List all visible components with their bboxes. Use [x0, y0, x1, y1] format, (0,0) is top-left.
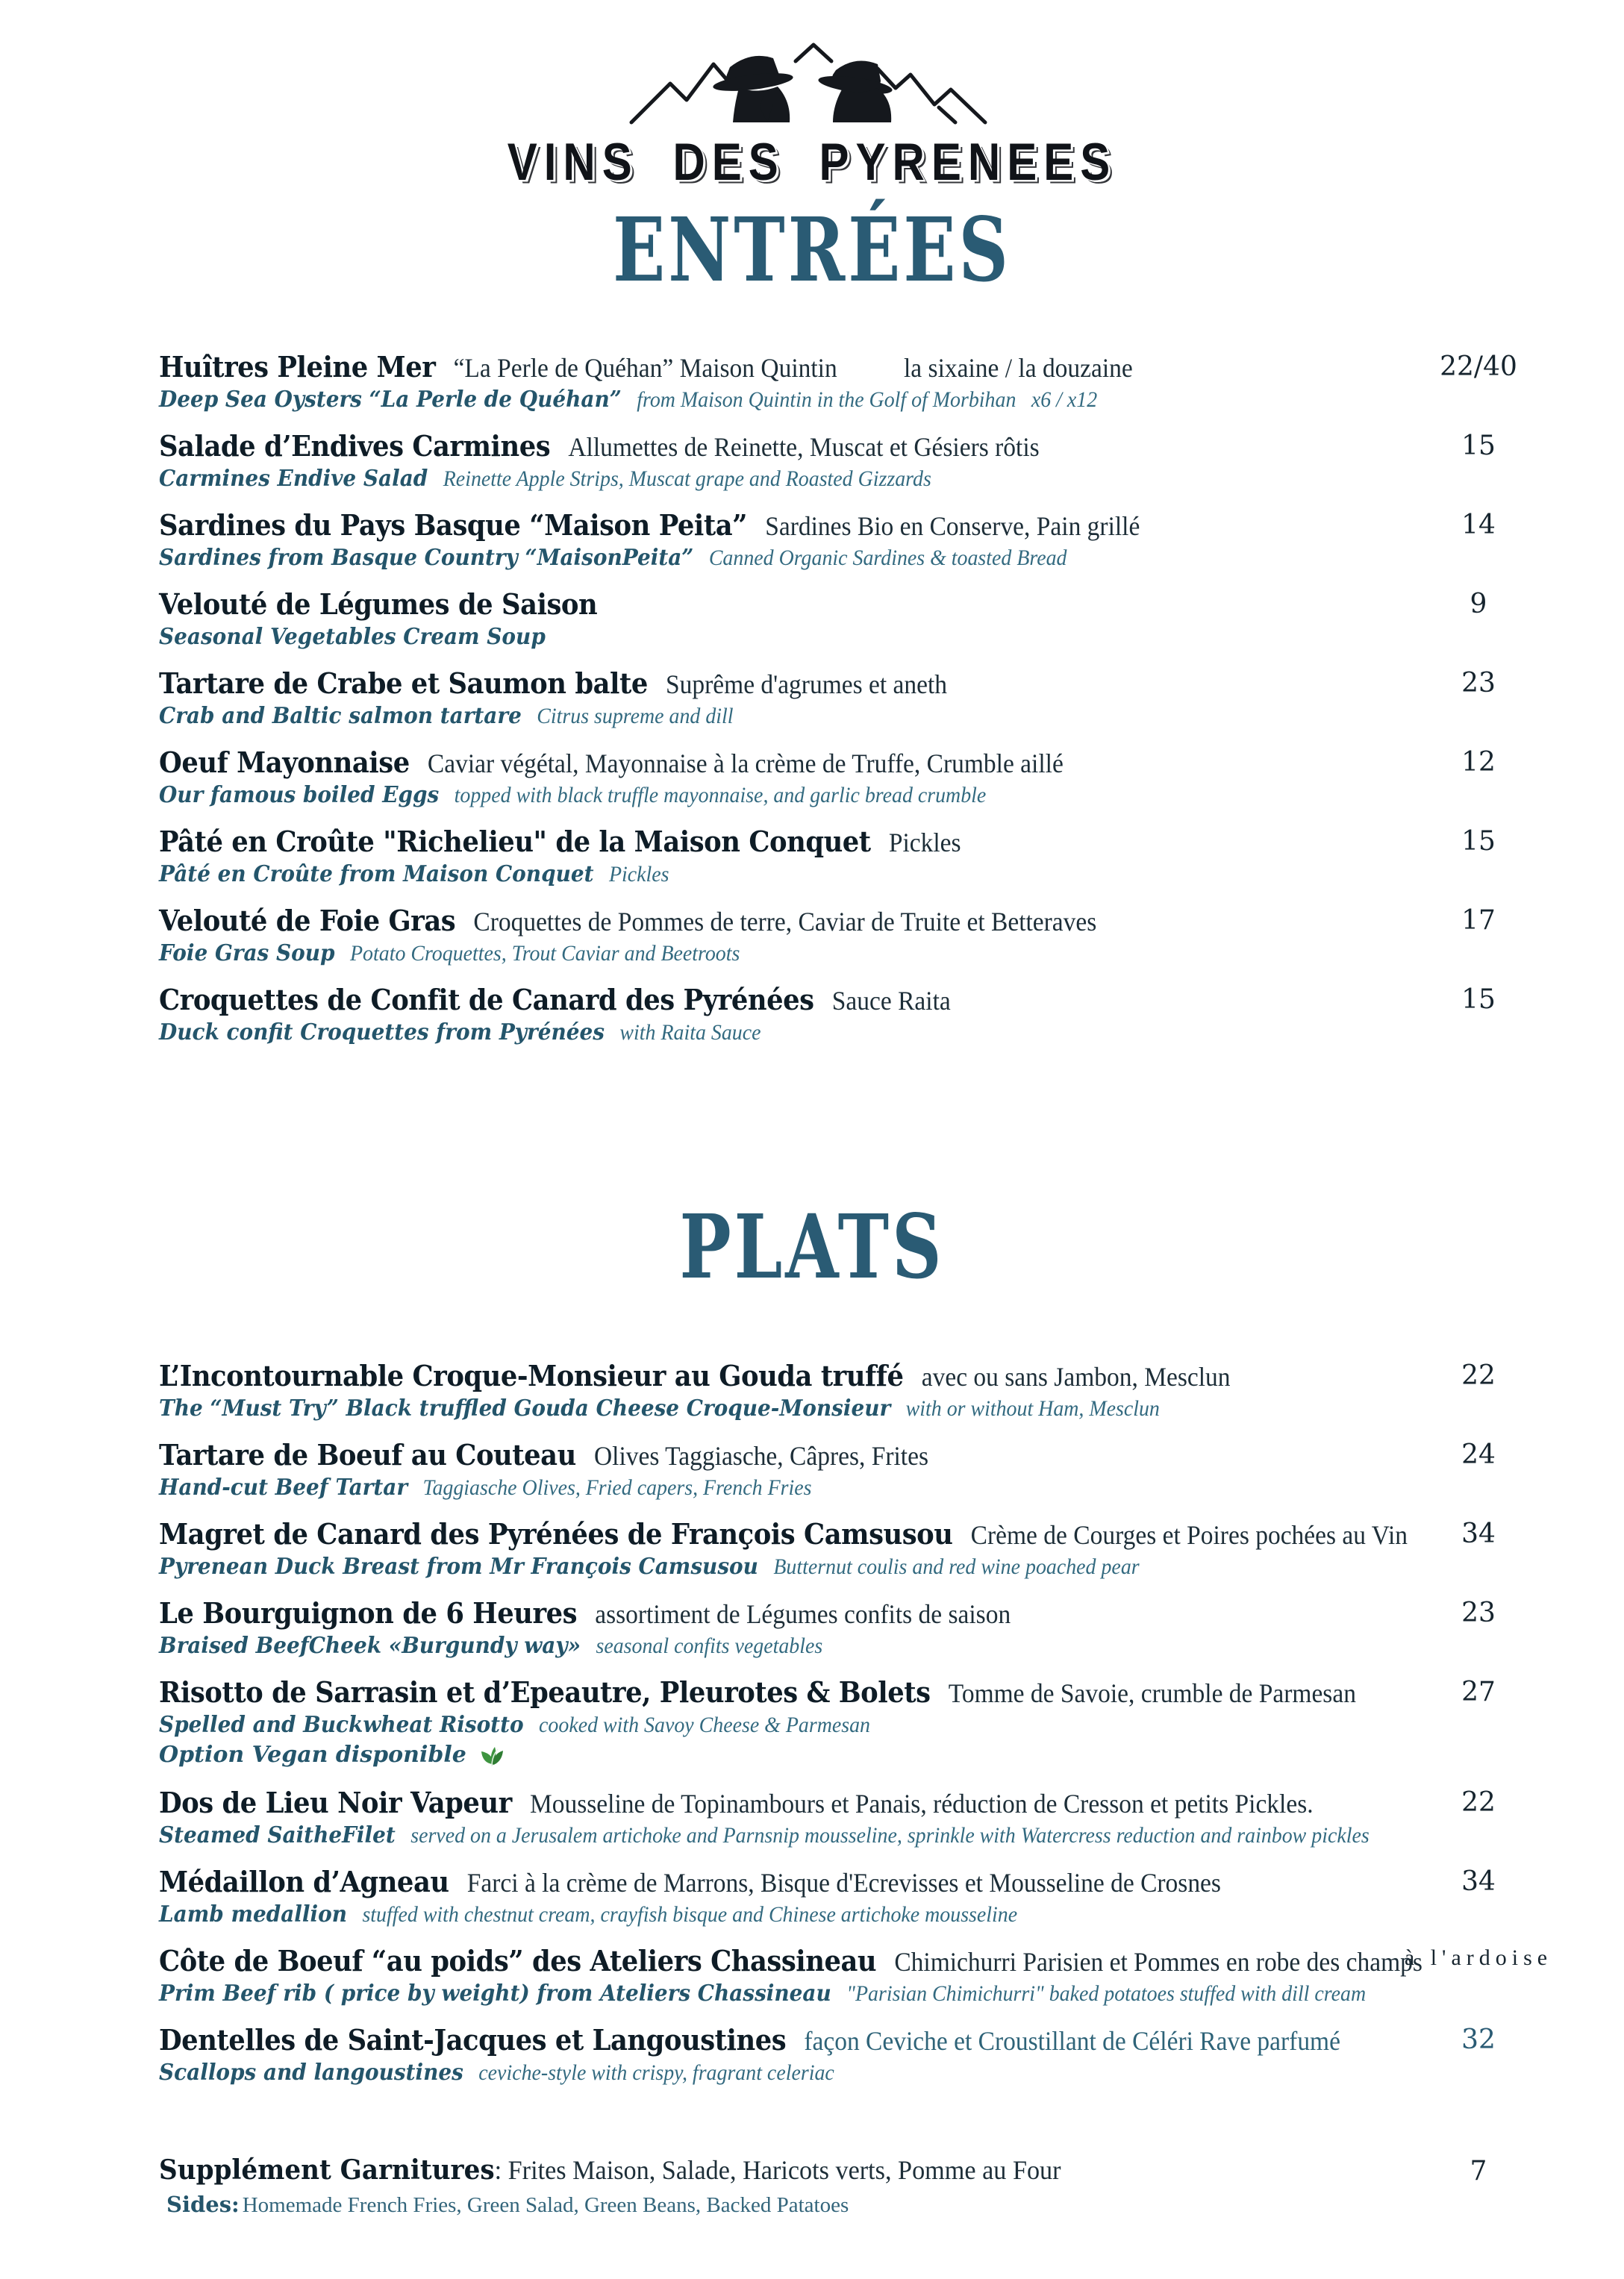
item-title-fr: Tartare de Crabe et Saumon balte: [159, 666, 648, 700]
item-title-en: Crab and Baltic salmon tartare: [159, 703, 522, 729]
menu-item-main: [159, 904, 1385, 966]
item-portion-note-en: x6 / x12: [1031, 387, 1098, 412]
item-title-fr: Sardines du Pays Basque “Maison Peita”: [159, 508, 748, 542]
item-title-en: Sardines from Basque Country “MaisonPeita”: [159, 545, 694, 571]
menu-item-title-line: [159, 745, 1299, 779]
restaurant-logo: [0, 36, 1624, 127]
item-title-en: Pâté en Croûte from Maison Conquet: [159, 861, 594, 887]
item-price: 34: [1461, 1866, 1496, 1897]
item-description-en: from Maison Quintin in the Golf of Morbihan: [637, 387, 1016, 412]
menu-item-main: [159, 508, 1385, 571]
menu-item-main: [159, 666, 1385, 729]
item-title-en: Hand-cut Beef Tartar: [159, 1475, 408, 1501]
menu-item: [159, 666, 1572, 729]
menu-item-subtitle-line: [159, 1981, 1367, 2007]
item-description-en: with or without Ham, Mesclun: [905, 1396, 1160, 1421]
item-title-fr: Velouté de Légumes de Saison: [159, 587, 598, 621]
menu-item-title-line: [159, 1865, 1299, 1898]
menu-item-subtitle-line: [159, 1712, 1299, 1738]
menu-item-main: [159, 1596, 1385, 1659]
menu-item-main: [159, 1517, 1408, 1580]
item-description-fr: Sauce Raita: [831, 986, 951, 1016]
item-title-fr: Dos de Lieu Noir Vapeur: [159, 1786, 512, 1819]
item-title-fr: Médaillon d’Agneau: [159, 1865, 449, 1898]
item-title-fr: Magret de Canard des Pyrénées de François Camsusou: [159, 1517, 953, 1551]
menu-item-main: [159, 2023, 1385, 2086]
supplement-section: [0, 2154, 1624, 2218]
item-title-fr: Croquettes de Confit de Canard des Pyrénées: [159, 983, 814, 1016]
menu-item-main: [159, 745, 1385, 808]
item-description-fr: Sardines Bio en Conserve, Pain grillé: [765, 511, 1140, 541]
menu-item-main: [159, 1786, 1385, 1848]
item-title-fr: Pâté en Croûte "Richelieu" de la Maison Conquet: [159, 825, 871, 858]
item-description-en: topped with black truffle mayonnaise, and garlic bread crumble: [454, 783, 987, 807]
menu-item-main: [159, 1944, 1422, 2007]
menu-item-subtitle-line: [159, 940, 1299, 966]
item-title-fr: Oeuf Mayonnaise: [159, 745, 410, 779]
item-price: 15: [1461, 984, 1496, 1015]
sides-label: Sides:: [166, 2192, 240, 2217]
menu-item-main: [159, 1438, 1385, 1501]
menu-item-title-line: [159, 904, 1299, 937]
item-title-en: Deep Sea Oysters “La Perle de Quéhan”: [159, 387, 622, 413]
menu-item-subtitle-line: [159, 387, 1299, 413]
item-description-fr: Chimichurri Parisien et Pommes en robe des champs: [894, 1947, 1422, 1977]
item-title-fr: Dentelles de Saint-Jacques et Langoustines: [159, 2023, 787, 2057]
menu-item-main: [159, 983, 1385, 1045]
item-title-fr: Tartare de Boeuf au Couteau: [159, 1438, 576, 1472]
item-title-en: Our famous boiled Eggs: [159, 782, 440, 808]
plats-item-list: [0, 1359, 1624, 2086]
section-title-entrees-text: ENTRÉES: [613, 198, 1011, 302]
item-description-en: seasonal confits vegetables: [596, 1634, 823, 1658]
item-description-fr: Caviar végétal, Mayonnaise à la crème de Truffe, Crumble aillé: [427, 748, 1064, 778]
item-price: 9: [1470, 589, 1487, 619]
section-title-plats-text: PLATS: [679, 1195, 945, 1299]
menu-item-title-line: [159, 429, 1299, 463]
item-description-fr: “La Perle de Quéhan” Maison Quintin: [453, 353, 837, 383]
item-price: 23: [1461, 1598, 1496, 1628]
item-description-en: stuffed with chestnut cream, crayfish bisque and Chinese artichoke mousseline: [362, 1902, 1018, 1927]
item-price: 15: [1461, 431, 1496, 461]
item-title-en: Lamb medallion: [159, 1901, 347, 1928]
menu-item-subtitle-line: [159, 545, 1299, 571]
item-description-fr: Croquettes de Pommes de terre, Caviar de Truite et Betteraves: [473, 907, 1097, 937]
item-title-fr: Huîtres Pleine Mer: [159, 350, 436, 384]
item-title-fr: Côte de Boeuf “au poids” des Ateliers Chassineau: [159, 1944, 877, 1978]
menu-item: [159, 587, 1572, 650]
item-title-fr: Salade d’Endives Carmines: [159, 429, 551, 463]
item-description-en: served on a Jerusalem artichoke and Parnsnip mousseline, sprinkle with Watercress reduction and rainbow pickles: [410, 1823, 1370, 1848]
item-description-fr: assortiment de Légumes confits de saison: [595, 1599, 1011, 1629]
item-description-fr: Tomme de Savoie, crumble de Parmesan: [948, 1678, 1356, 1708]
menu-header: [0, 0, 1624, 192]
menu-item-subtitle-line: [159, 1019, 1299, 1045]
restaurant-name: VINS DES PYRENEES: [507, 132, 1117, 192]
menu-item-main: [159, 350, 1385, 413]
menu-item-subtitle-line: [159, 624, 1299, 650]
menu-item: [159, 983, 1572, 1045]
menu-item-title-line: [159, 983, 1299, 1016]
item-description-fr: Allumettes de Reinette, Muscat et Gésiers rôtis: [568, 432, 1040, 462]
menu-item-title-line: [159, 350, 1299, 384]
entrees-item-list: [0, 350, 1624, 1045]
item-description-fr: Crème de Courges et Poires pochées au Vin: [970, 1520, 1408, 1550]
menu-item: [159, 350, 1572, 413]
menu-item-subtitle-line: [159, 861, 1299, 887]
item-description-en: Citrus supreme and dill: [537, 704, 734, 728]
menu-item: [159, 745, 1572, 808]
menu-item-subtitle-line: [159, 1822, 1370, 1848]
item-title-en: The “Must Try” Black truffled Gouda Cheese Croque-Monsieur: [159, 1395, 891, 1422]
item-price: 22/40: [1440, 351, 1517, 382]
item-description-en: Reinette Apple Strips, Muscat grape and Roasted Gizzards: [443, 466, 931, 491]
menu-item: [159, 1596, 1572, 1659]
item-description-en: Potato Croquettes, Trout Caviar and Beetroots: [349, 941, 740, 966]
menu-item: [159, 1675, 1572, 1769]
mountains-logo-icon: [618, 36, 1006, 127]
menu-item-title-line: [159, 587, 1299, 621]
item-price: 14: [1461, 510, 1496, 540]
item-price: 22: [1461, 1360, 1496, 1391]
item-title-fr: L’Incontournable Croque-Monsieur au Gouda truffé: [159, 1359, 904, 1392]
leaf-icon: [478, 1739, 508, 1769]
menu-item-title-line: [159, 1596, 1299, 1630]
supplement-line: [159, 2154, 1324, 2186]
menu-item-title-line: [159, 1786, 1314, 1819]
item-description-fr: avec ou sans Jambon, Mesclun: [921, 1362, 1231, 1392]
menu-item-subtitle-line: [159, 2060, 1299, 2086]
section-title-entrees: [0, 198, 1624, 302]
menu-item-title-line: [159, 1675, 1356, 1709]
menu-item-title-line: [159, 666, 1299, 700]
menu-item: [159, 904, 1572, 966]
supplement-sides-line: [159, 2192, 1385, 2218]
item-price: 15: [1461, 826, 1496, 857]
item-title-en: Spelled and Buckwheat Risotto: [159, 1712, 524, 1738]
item-title-en: Seasonal Vegetables Cream Soup: [159, 624, 546, 650]
menu-item-title-line: [159, 1438, 1299, 1472]
menu-item: [159, 1438, 1572, 1501]
item-price: 17: [1461, 905, 1496, 936]
item-title-en: Braised BeefCheek «Burgundy way»: [159, 1633, 581, 1659]
item-description-en: with Raita Sauce: [619, 1020, 761, 1045]
supplement-main: [159, 2154, 1385, 2218]
menu-item-main: [159, 825, 1385, 887]
menu-item-main: [159, 587, 1385, 650]
supplement-description: : Frites Maison, Salade, Haricots verts, Pomme au Four: [494, 2155, 1061, 2185]
item-description-en: ceviche-style with crispy, fragrant celeriac: [478, 2060, 834, 2085]
item-title-en: Duck confit Croquettes from Pyrénées: [159, 1019, 605, 1045]
item-description-fr: Farci à la crème de Marrons, Bisque d'Ecrevisses et Mousseline de Crosnes: [466, 1868, 1221, 1898]
item-description-en: Taggiasche Olives, Fried capers, French Fries: [422, 1475, 812, 1500]
menu-item-subtitle-line: [159, 1554, 1299, 1580]
menu-item: [159, 1517, 1572, 1580]
supplement-title: Supplément Garnitures: [159, 2154, 495, 2186]
menu-item-subtitle-line: [159, 1633, 1299, 1659]
menu-item: [159, 2023, 1572, 2086]
item-title-en: Scallops and langoustines: [159, 2060, 463, 2086]
item-price: 34: [1461, 1519, 1496, 1549]
item-price: 12: [1461, 747, 1496, 778]
item-price: 24: [1461, 1439, 1496, 1470]
item-price: 22: [1461, 1787, 1496, 1818]
item-title-fr: Risotto de Sarrasin et d’Epeautre, Pleurotes & Bolets: [159, 1675, 931, 1709]
menu-item-main: [159, 1675, 1385, 1769]
menu-item-title-line: [159, 825, 1299, 858]
menu-item: [159, 1786, 1572, 1848]
menu-item-title-line: [159, 1517, 1408, 1551]
item-price: à l'ardoise: [1404, 1945, 1553, 1970]
item-description-en: Pickles: [608, 862, 669, 887]
menu-item-subtitle-line: [159, 466, 1299, 492]
item-portion-note: la sixaine / la douzaine: [904, 353, 1133, 383]
menu-item: [159, 825, 1572, 887]
item-description-fr: Pickles: [888, 828, 961, 857]
sides-text: Homemade French Fries, Green Salad, Green Beans, Backed Patatoes: [242, 2193, 849, 2217]
menu-item-subtitle-line: [159, 782, 1299, 808]
menu-item-subtitle-line: [159, 1901, 1299, 1928]
menu-item-title-line: [159, 2023, 1340, 2057]
item-description-fr: Olives Taggiasche, Câpres, Frites: [594, 1441, 929, 1471]
menu-item: [159, 1944, 1572, 2007]
menu-item: [159, 508, 1572, 571]
item-title-en: Pyrenean Duck Breast from Mr François Camsusou: [159, 1554, 758, 1580]
menu-item-subtitle-line: [159, 1475, 1299, 1501]
item-title-en: Prim Beef rib ( price by weight) from Ateliers Chassineau: [159, 1981, 831, 2007]
menu-item: [159, 1359, 1572, 1422]
item-description-en: Canned Organic Sardines & toasted Bread: [708, 545, 1067, 570]
section-title-plats: [0, 1195, 1624, 1299]
item-price: 27: [1461, 1677, 1496, 1707]
item-description-en: Butternut coulis and red wine poached pear: [773, 1554, 1140, 1579]
menu-item-main: [159, 1865, 1385, 1928]
menu-item-main: [159, 1359, 1385, 1422]
menu-item-main: [159, 429, 1385, 492]
item-description-fr: façon Ceviche et Croustillant de Céléri Rave parfumé: [804, 2026, 1340, 2056]
menu-item: [159, 429, 1572, 492]
item-title-fr: Velouté de Foie Gras: [159, 904, 456, 937]
item-title-en: Steamed SaitheFilet: [159, 1822, 396, 1848]
supplement-price: 7: [1470, 2156, 1487, 2186]
item-price: 23: [1461, 668, 1496, 698]
item-title-en: Carmines Endive Salad: [159, 466, 428, 492]
vegan-option-line: [159, 1739, 1385, 1769]
vegan-option-label: Option Vegan disponible: [159, 1741, 466, 1768]
menu-item-subtitle-line: [159, 1395, 1299, 1422]
menu-item-title-line: [159, 1359, 1299, 1392]
item-title-fr: Le Bourguignon de 6 Heures: [159, 1596, 578, 1630]
menu-item-title-line: [159, 508, 1299, 542]
item-title-en: Foie Gras Soup: [159, 940, 335, 966]
menu-item-title-line: [159, 1944, 1422, 1978]
item-description-en: "Parisian Chimichurri" baked potatoes stuffed with dill cream: [846, 1981, 1367, 2006]
menu-item-subtitle-line: [159, 703, 1299, 729]
item-description-fr: Suprême d'agrumes et aneth: [666, 669, 948, 699]
menu-item: [159, 1865, 1572, 1928]
item-price: 32: [1461, 2025, 1496, 2055]
item-description-en: cooked with Savoy Cheese & Parmesan: [539, 1713, 871, 1737]
item-description-fr: Mousseline de Topinambours et Panais, réduction de Cresson et petits Pickles.: [529, 1789, 1314, 1819]
